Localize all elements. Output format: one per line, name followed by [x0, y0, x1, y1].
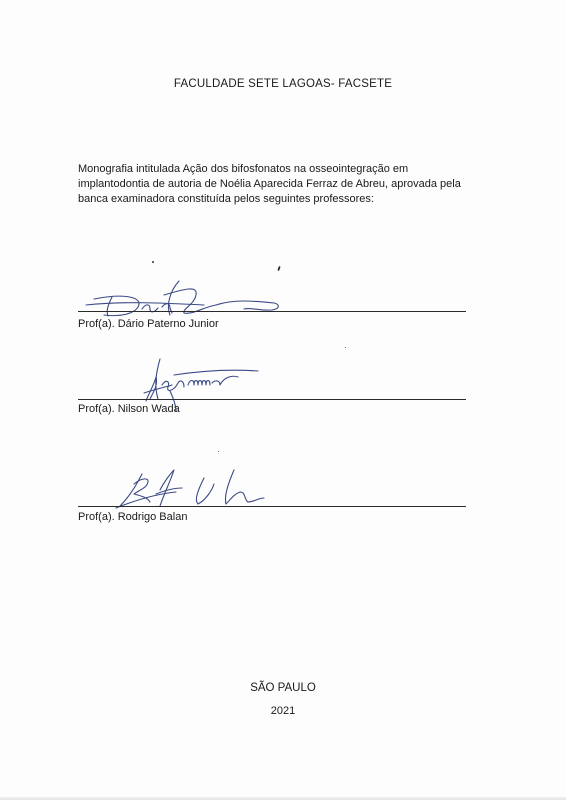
examiner-name: Prof(a). Rodrigo Balan	[78, 511, 188, 523]
signature-line	[78, 311, 466, 312]
scan-speck	[345, 347, 346, 348]
year: 2021	[270, 705, 296, 717]
examiner-name: Prof(a). Dário Paterno Junior	[78, 318, 219, 330]
examiner-signature-block	[78, 270, 466, 340]
examiner-signature-block	[78, 355, 466, 425]
examiner-name: Prof(a). Nilson Wada	[78, 403, 180, 415]
institution-heading: FACULDADE SETE LAGOAS- FACSETE	[173, 78, 393, 90]
city: SÃO PAULO	[250, 682, 316, 694]
signature-line	[78, 506, 466, 507]
signature-line	[78, 399, 466, 400]
approval-statement: Monografia intitulada Ação dos bifosfonatos na osseointegração em implantodontia de autoria de Noélia Aparecida Ferraz de Abreu, aprovada pela banca examinadora constituída pelos seguintes professores:	[78, 163, 461, 205]
scan-speck	[218, 451, 219, 452]
scan-speck	[152, 261, 154, 263]
examiner-signature-block	[78, 460, 466, 530]
